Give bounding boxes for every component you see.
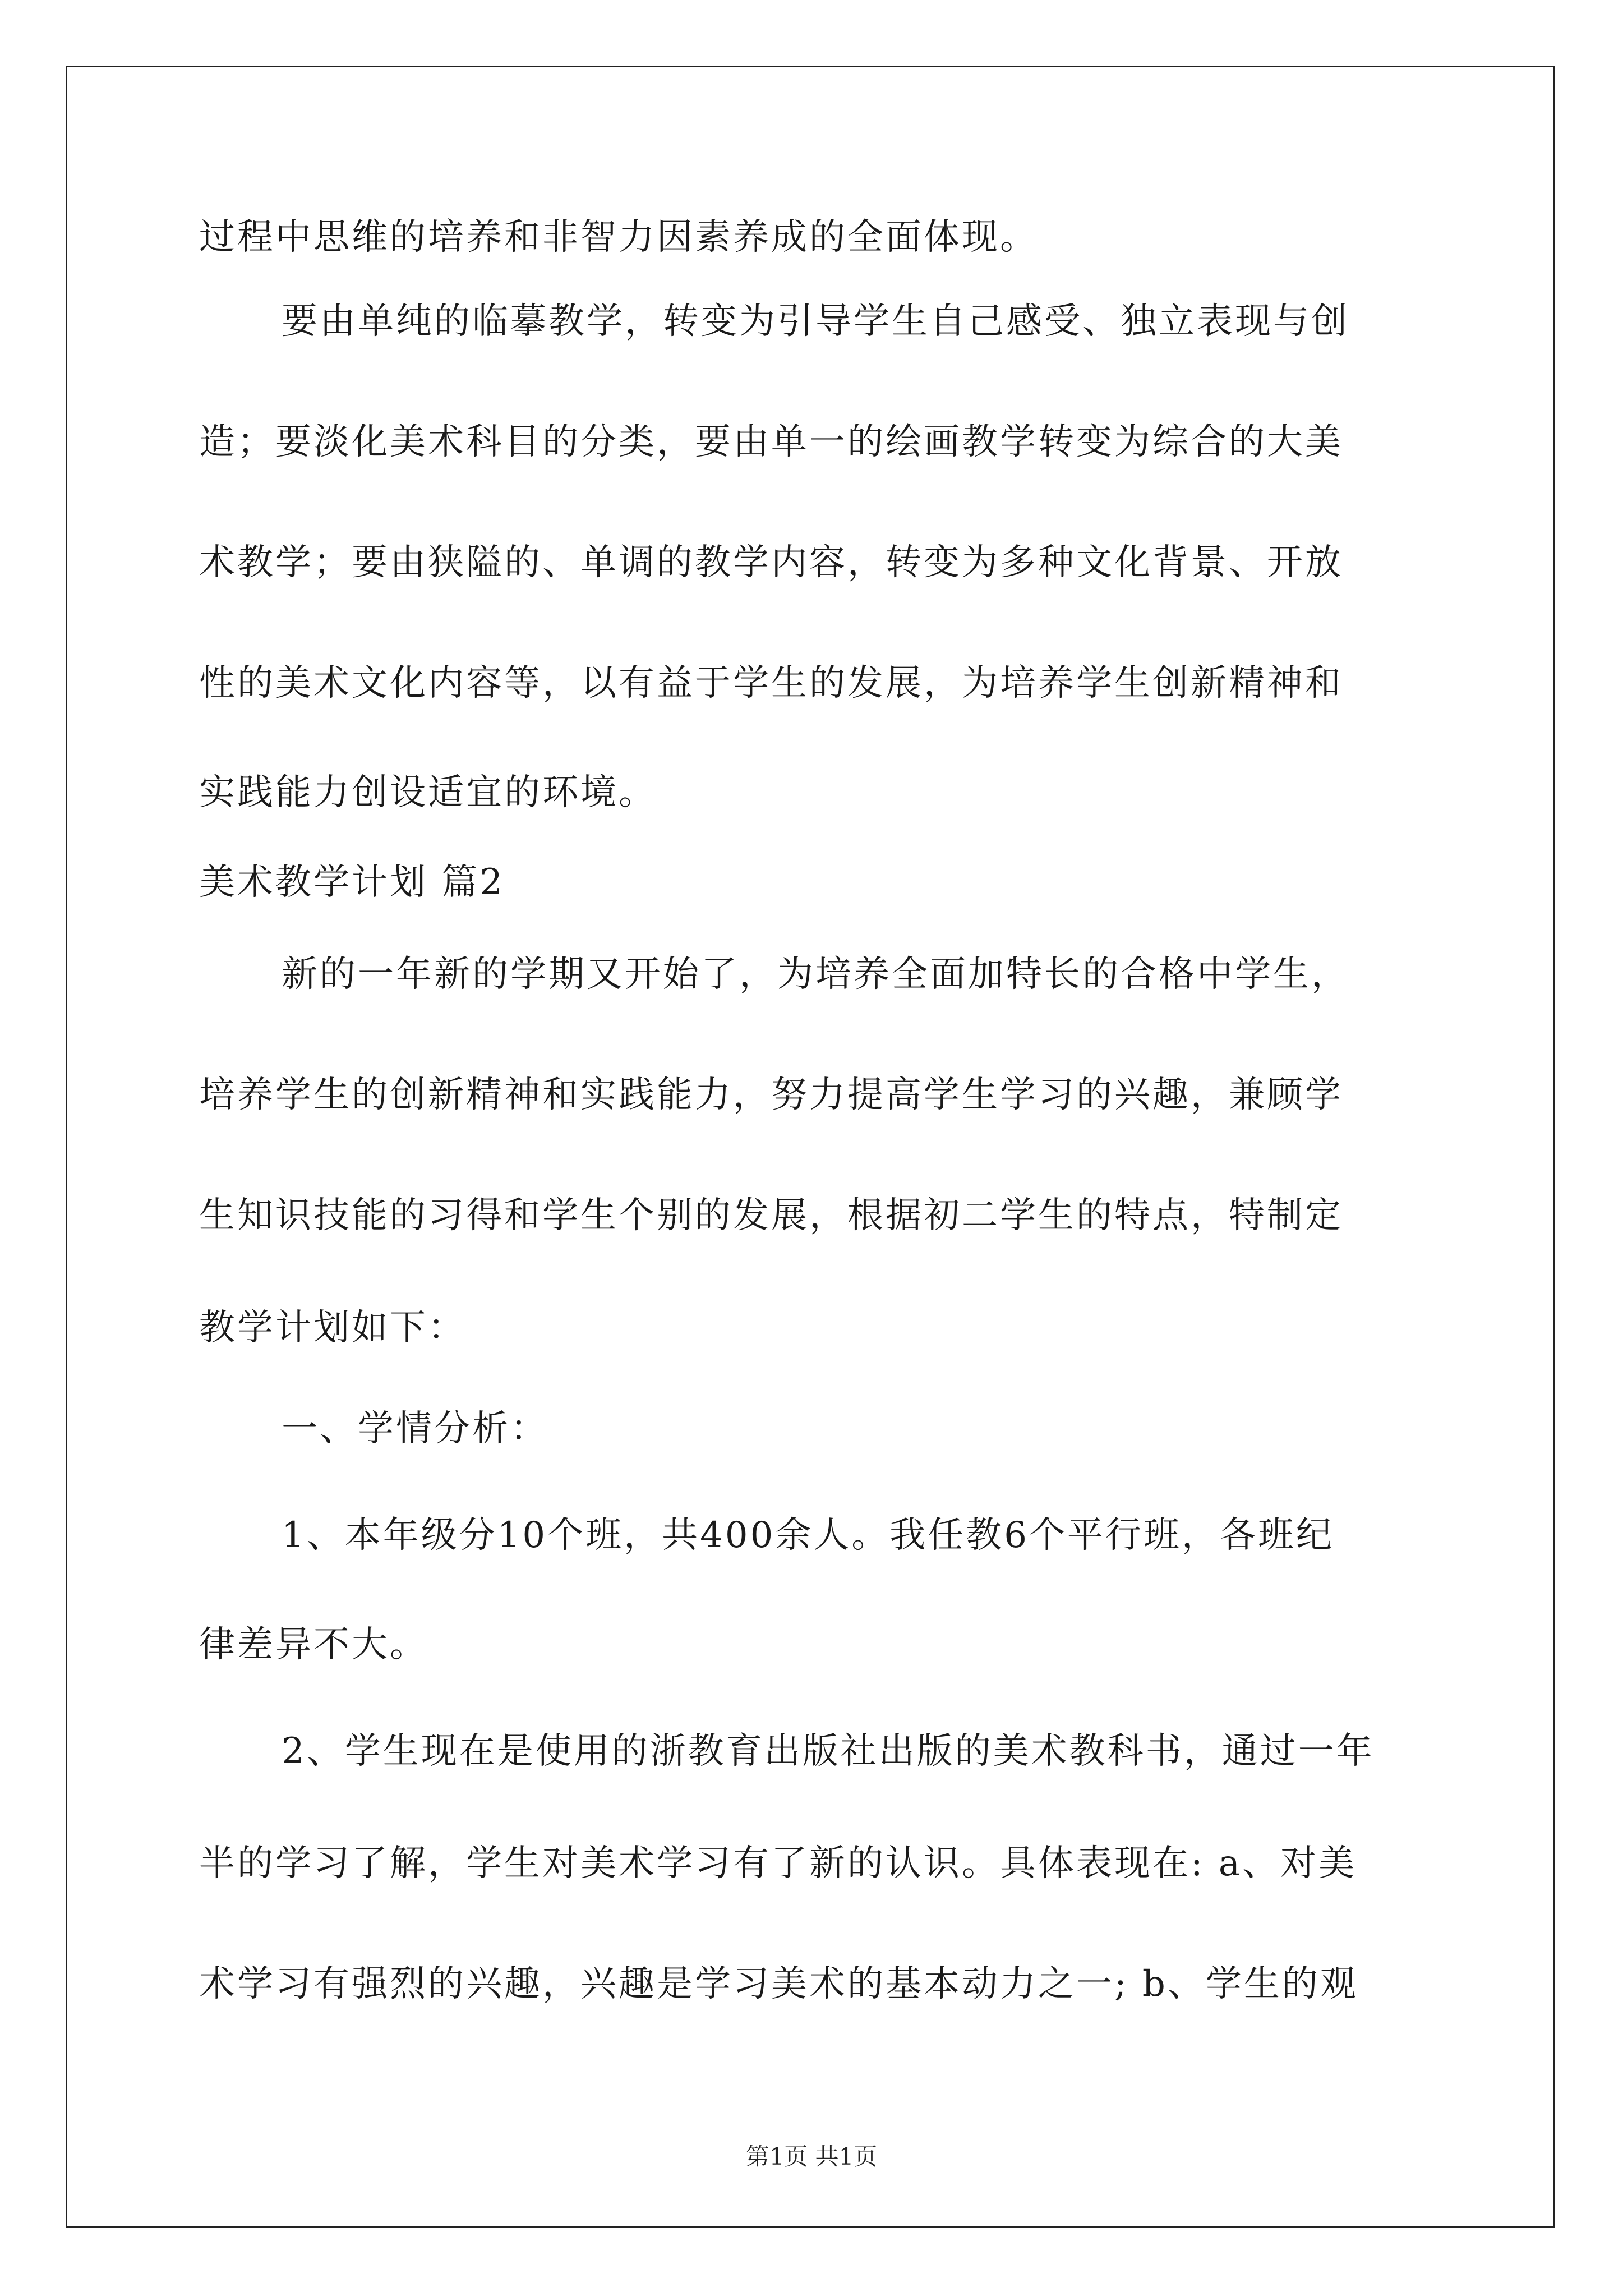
text-line: 造；要淡化美术科目的分类，要由单一的绘画教学转变为综合的大美 [199, 421, 1343, 463]
text-line: 培养学生的创新精神和实践能力，努力提高学生学习的兴趣，兼顾学 [199, 1074, 1343, 1116]
text-line: 生知识技能的习得和学生个别的发展，根据初二学生的特点，特制定 [199, 1195, 1343, 1236]
text-line: 术教学；要由狭隘的、单调的教学内容，转变为多种文化背景、开放 [199, 542, 1343, 583]
subheading: 一、学情分析： [282, 1408, 548, 1450]
text-line: 半的学习了解，学生对美术学习有了新的认识。具体表现在: a、对美 [199, 1843, 1357, 1884]
text-line: 律差异不大。 [199, 1624, 428, 1665]
text-line: 过程中思维的培养和非智力因素养成的全面体现。 [199, 217, 1038, 258]
text-line: 教学计划如下： [199, 1307, 466, 1349]
page-footer: 第1页 共1页 [745, 2143, 878, 2170]
text-line: 要由单纯的临摹教学，转变为引导学生自己感受、独立表现与创 [282, 301, 1349, 342]
text-line: 新的一年新的学期又开始了，为培养全面加特长的合格中学生， [282, 954, 1349, 995]
text-line: 性的美术文化内容等，以有益于学生的发展，为培养学生创新精神和 [199, 662, 1343, 704]
text-line: 1、本年级分10个班，共400余人。我任教6个平行班，各班纪 [282, 1515, 1335, 1556]
text-line: 实践能力创设适宜的环境。 [199, 772, 657, 813]
text-line: 术学习有强烈的兴趣，兴趣是学习美术的基本动力之一; b、学生的观 [199, 1963, 1358, 2005]
page-border [66, 66, 1555, 2228]
text-line: 2、学生现在是使用的浙教育出版社出版的美术教科书，通过一年 [282, 1731, 1375, 1772]
section-heading: 美术教学计划 篇2 [199, 862, 505, 903]
